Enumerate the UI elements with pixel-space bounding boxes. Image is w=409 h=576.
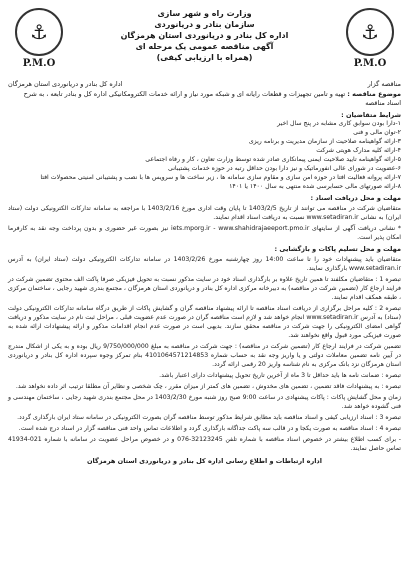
- conditions-list: [8, 119, 401, 191]
- condition-item: ۶-عضویت در شورای عالی انفورماتیک و نیز دارا بودن حداقل رتبه در حوزه خدمات پشتیبانی: [168, 165, 401, 172]
- condition-item: ۱-دارا بودن سوابق کاری مشابه در پنج سال اخیر: [277, 120, 401, 127]
- ports-logo-left: [10, 8, 68, 74]
- section-text: زمان و محل گشایش پاکات : پاکات پیشنهادی در ساعت 9:00 صبح روز شنبه مورخ 1403/2/30 در محل مجتمع بندری شهید رجایی ، ساختمان مهندسی و فنی گشوده خواهد شد.: [8, 394, 401, 410]
- tender-party-row: [8, 80, 401, 88]
- section-text: تبصره 3 : اسناد ارزیابی کیفی و اسناد مناقصه باید مطابق شرایط مذکور توسط مناقصه گران بصورت الکترونیکی در سامانه ستاد ایران بارگذاری گردد.: [17, 414, 401, 421]
- section-text: تبصره : به پیشنهادات فاقد تضمین ، تضمین های مخدوش ، تضمین های کمتر از میزان مقرر ، چک شخصی و نظایر آن مطلقا ترتیب اثر داده نخواهد شد.: [15, 383, 401, 390]
- pmo-label-right: P.M.O: [353, 58, 387, 69]
- condition-item: ۸-ارائه صورتهای مالی حسابرسی شده منتهی به سال ۱۴۰۰ یا ۱۴۰۱: [229, 183, 401, 190]
- section-text: * نشانی دریافت آگهی از سایتهای iets.mporg.ir - www.shahidrajaeeport.pmo.ir نیز بصورت غیر حضوری و بدون پرداخت وجه نقد به کارفرما امکان پذیر است.: [8, 225, 402, 241]
- section-text: تبصره : ضمانت نامه ها باید حداقل تا 3 ماه از آخرین تاریخ تحویل پیشنهادات دارای اعتبار باشد.: [159, 372, 401, 379]
- condition-item: ۳-ارائه گواهینامه صلاحیت از سازمان مدیریت و برنامه ریزی: [248, 138, 401, 145]
- section-text: - برای کسب اطلاع بیشتر در خصوص اسناد مناقصه با شماره تلفن 32123245-076 و در خصوص مراحل عضویت در سامانه با شماره 021-41934 تماس حاصل نمایند.: [8, 436, 401, 452]
- tender-party-label: مناقصه گزار: [367, 80, 401, 88]
- anchor-icon: ⚓: [15, 8, 63, 56]
- conditions-title: شرایط متقاضیان :: [341, 111, 401, 119]
- section-text: تضمین شرکت در فرایند ارجاع کار (تضمین شرکت در مناقصه) : جهت شرکت در مناقصه به مبلغ 9/750/000/000 ریال بوده و به یکی از اشکال مندرج در آیین نامه تضمین معاملات دولتی و یا واریز وجه نقد به حساب شماره 4101064571214853 بنام تمرکز وجوه سپرده اداره کل بنادر و دریانوردی استان هرمزگان نزد بانک مرکزی به نام شناسه واریز 20 رقمی ارائه گردد.: [8, 343, 401, 368]
- subject-block: [8, 90, 401, 108]
- notice-type-line: آگهی مناقصه عمومی یک مرحله ای: [135, 42, 274, 51]
- condition-item: ۴-ارائه کلیه مدارک هویتی شرکت: [316, 147, 401, 154]
- section-text: تبصره 4 : اسناد مناقصه به صورت یکجا و در قالب سه پاکت جداگانه بارگذاری گردد و اطلاعات تماس واحد فنی مناقصه گزار در اسناد درج شده است.: [18, 425, 401, 432]
- subject-label: موضوع مناقصه :: [347, 90, 401, 98]
- evaluation-line: (همراه با ارزیابی کیفی): [156, 53, 253, 62]
- ministry-line: وزارت راه و شهر سازی: [157, 9, 252, 18]
- subject-text: تهیه و تامین تجهیزات و قطعات رایانه ای و شبکه مورد نیاز و ارائه خدمات الکترومکانیکی اداره کل و بنادر تابعه ، به شرح اسناد مناقصه: [23, 90, 401, 107]
- header-title-block: [78, 8, 331, 63]
- section-title: مهلت و محل تسلیم پاکات و بازگشایی :: [274, 245, 401, 253]
- section-text: تبصره 2 : کلیه مراحل برگزاری از دریافت اسناد مناقصه تا ارائه پیشنهاد مناقصه گران و گشایش پاکات از طریق درگاه سامانه تدارکات الکترونیکی دولت (ستاد) به آدرس www.setadiran.ir انجام خواهد شد و لازم است مناقصه گران در صورت عدم عضویت قبلی ، مراحل ثبت نام در سایت مذکور و دریافت گواهی امضای الکترونیکی را جهت شرکت در مناقصه محقق سازند. بدیهی است در صورت عدم انجام اقدامات مذکور و ارائه پیشنهادات ارائه شده به صورت فیزیکی مورد قبول واقع نخواهند شد.: [8, 305, 402, 339]
- section-text: تبصره 1 : متقاضیان مکلفند تا همین تاریخ علاوه بر بارگذاری اسناد خود در سایت مذکور نسبت به تحویل فیزیکی صرفا پاکت الف محتوی تضمین شرکت در فرایند ارجاع کار (تضمین شرکت در مناقصه) به دبیرخانه مرکزی اداره کل بنادر و دریانوردی استان هرمزگان ، مجتمع بندری شهید رجایی ، ساختمان مرکزی ، طبقه همکف اقدام نمایند.: [8, 276, 401, 301]
- ports-logo-right: [341, 8, 399, 74]
- directorate-line: اداره کل بنادر و دریانوردی استان هرمزگان: [120, 31, 289, 40]
- anchor-icon: ⚓: [346, 8, 394, 56]
- pmo-label-left: P.M.O: [22, 58, 56, 69]
- section-text: متقاضیان باید پیشنهادات خود را تا ساعت 14:00 روز چهارشنبه مورخ 1403/2/26 در سامانه تدارکات الکترونیکی دولت (ستاد ایران) به آدرس www.setadiran.ir بارگذاری نمایند.: [8, 256, 401, 272]
- tender-party-value: اداره کل بنادر و دریانوردی استان هرمزگان: [8, 80, 123, 88]
- condition-item: ۵-ارائه گواهینامه تایید صلاحیت ایمنی پیمانکاری صادر شده توسط وزارت تعاون ، کار و رفاه اجتماعی: [145, 156, 401, 163]
- condition-item: ۷-ارائه پروانه فعالیت افتا در حوزه امن سازی و مقاوم سازی سامانه ها ، زیر ساخت ها و سرویس ها با نصب و پشتیبانی امنیتی محصولات افتا: [40, 174, 401, 181]
- condition-item: ۲-توان مالی و فنی: [353, 129, 401, 136]
- notice-sections: [8, 194, 401, 453]
- notice-header: [8, 6, 401, 78]
- footer-signature: اداره ارتباطات و اطلاع رسانی اداره کل بنادر و دریانوردی استان هرمزگان: [87, 457, 322, 465]
- section-title: مهلت و محل دریافت اسناد :: [310, 194, 401, 202]
- organization-line: سازمان بنادر و دریانوردی: [154, 20, 255, 29]
- section-text: متقاضیان شرکت در مناقصه می توانند از تاریخ 1403/2/5 تا پایان وقت اداری مورخ 1403/2/16 با مراجعه به سامانه تدارکات الکترونیکی دولت (ستاد ایران) به نشانی www.setadiran.ir نسبت به دریافت اسناد اقدام نمایند.: [8, 205, 401, 221]
